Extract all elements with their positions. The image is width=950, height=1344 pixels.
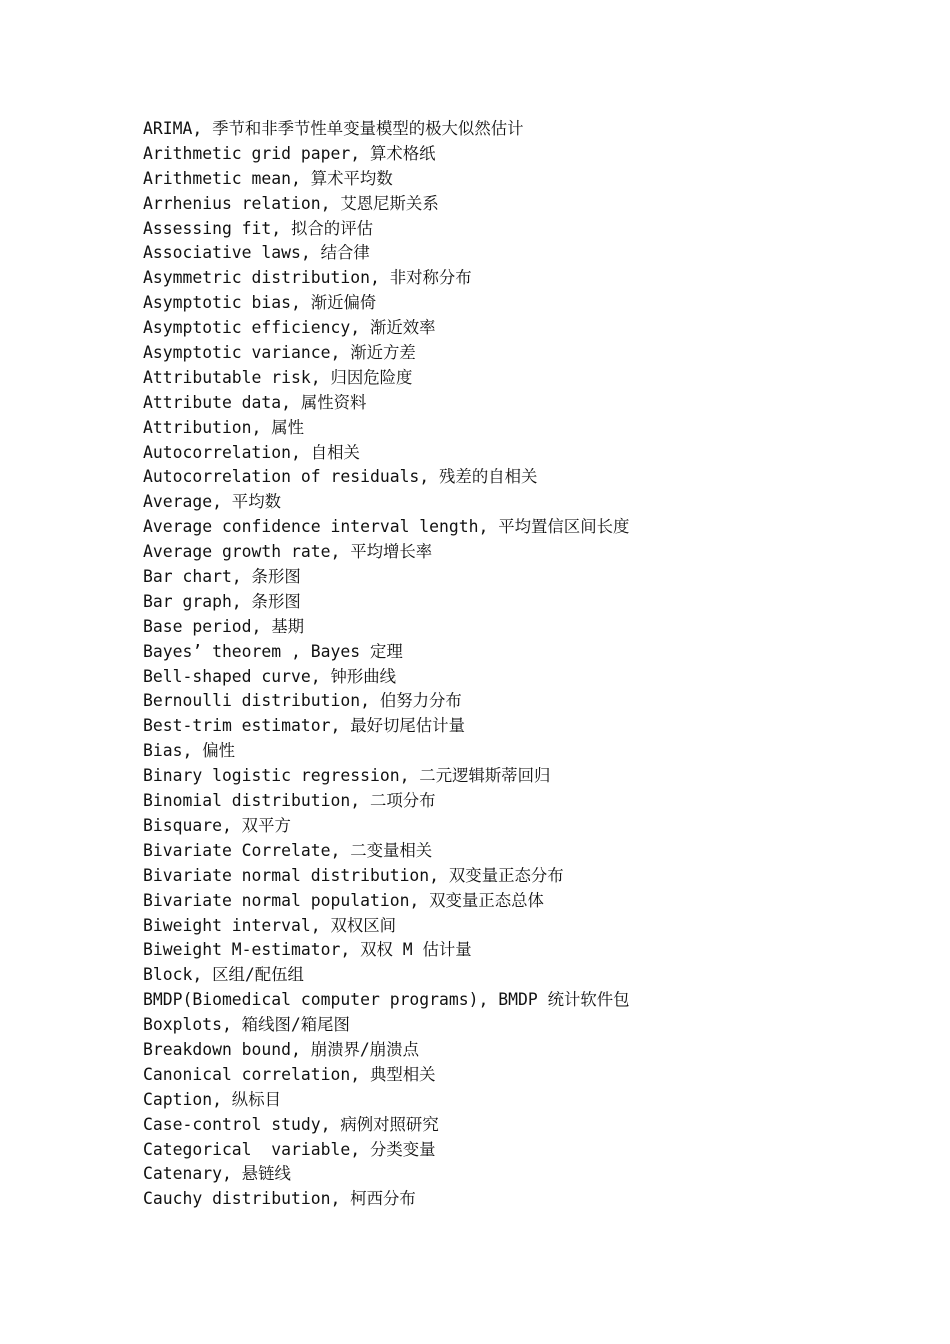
glossary-entry: Bivariate normal population, 双变量正态总体 [143, 890, 544, 910]
glossary-entry: Categorical variable, 分类变量 [143, 1139, 436, 1159]
glossary-entry: Bayes’ theorem , Bayes 定理 [143, 641, 403, 661]
glossary-entry: Biweight interval, 双权区间 [143, 915, 397, 935]
glossary-entry: Bernoulli distribution, 伯努力分布 [143, 691, 462, 711]
glossary-entry: Asymptotic bias, 渐近偏倚 [143, 293, 377, 313]
glossary-entry: Base period, 基期 [143, 616, 305, 636]
glossary-entry: Arrhenius relation, 艾恩尼斯关系 [143, 193, 439, 213]
glossary-entry: Asymmetric distribution, 非对称分布 [143, 268, 472, 288]
glossary-entry: Case-control study, 病例对照研究 [143, 1114, 439, 1134]
glossary-entry: Attributable risk, 归因危险度 [143, 367, 413, 387]
glossary-entry: Caption, 纵标目 [143, 1089, 281, 1109]
glossary-entry: Asymptotic efficiency, 渐近效率 [143, 318, 436, 338]
glossary-entry: Attribute data, 属性资料 [143, 392, 367, 412]
glossary-entry: Bivariate Correlate, 二变量相关 [143, 840, 433, 860]
glossary-entry: Cauchy distribution, 柯西分布 [143, 1189, 416, 1209]
glossary-entry: Boxplots, 箱线图/箱尾图 [143, 1015, 350, 1035]
glossary-entry: Binomial distribution, 二项分布 [143, 791, 436, 811]
glossary-entry: Autocorrelation of residuals, 残差的自相关 [143, 467, 538, 487]
glossary-entry: Biweight M-estimator, 双权 M 估计量 [143, 940, 472, 960]
glossary-list [143, 117, 903, 1212]
glossary-entry: Attribution, 属性 [143, 417, 305, 437]
glossary-entry: Best-trim estimator, 最好切尾估计量 [143, 716, 465, 736]
glossary-entry: Associative laws, 结合律 [143, 243, 370, 263]
glossary-entry: Bar graph, 条形图 [143, 591, 301, 611]
glossary-entry: Catenary, 悬链线 [143, 1164, 291, 1184]
glossary-entry: Canonical correlation, 典型相关 [143, 1064, 436, 1084]
glossary-entry: Bell-shaped curve, 钟形曲线 [143, 666, 397, 686]
glossary-entry: Bivariate normal distribution, 双变量正态分布 [143, 865, 564, 885]
glossary-entry: Average confidence interval length, 平均置信区间长度 [143, 517, 630, 537]
glossary-entry: BMDP(Biomedical computer programs), BMDP 统计软件包 [143, 990, 630, 1010]
glossary-entry: ARIMA, 季节和非季节性单变量模型的极大似然估计 [143, 119, 524, 138]
glossary-entry: Arithmetic grid paper, 算术格纸 [143, 143, 436, 163]
glossary-entry: Average, 平均数 [143, 492, 281, 512]
glossary-entry: Block, 区组/配伍组 [143, 965, 304, 985]
glossary-entry: Bias, 偏性 [143, 741, 235, 761]
glossary-entry: Assessing fit, 拟合的评估 [143, 218, 373, 238]
glossary-entry: Autocorrelation, 自相关 [143, 442, 360, 462]
glossary-entry: Asymptotic variance, 渐近方差 [143, 343, 416, 363]
glossary-entry: Average growth rate, 平均增长率 [143, 542, 433, 562]
glossary-entry: Arithmetic mean, 算术平均数 [143, 168, 393, 188]
glossary-entry: Bar chart, 条形图 [143, 567, 301, 587]
glossary-entry: Binary logistic regression, 二元逻辑斯蒂回归 [143, 766, 551, 786]
glossary-entry: Bisquare, 双平方 [143, 815, 291, 835]
glossary-entry: Breakdown bound, 崩溃界/崩溃点 [143, 1039, 419, 1059]
